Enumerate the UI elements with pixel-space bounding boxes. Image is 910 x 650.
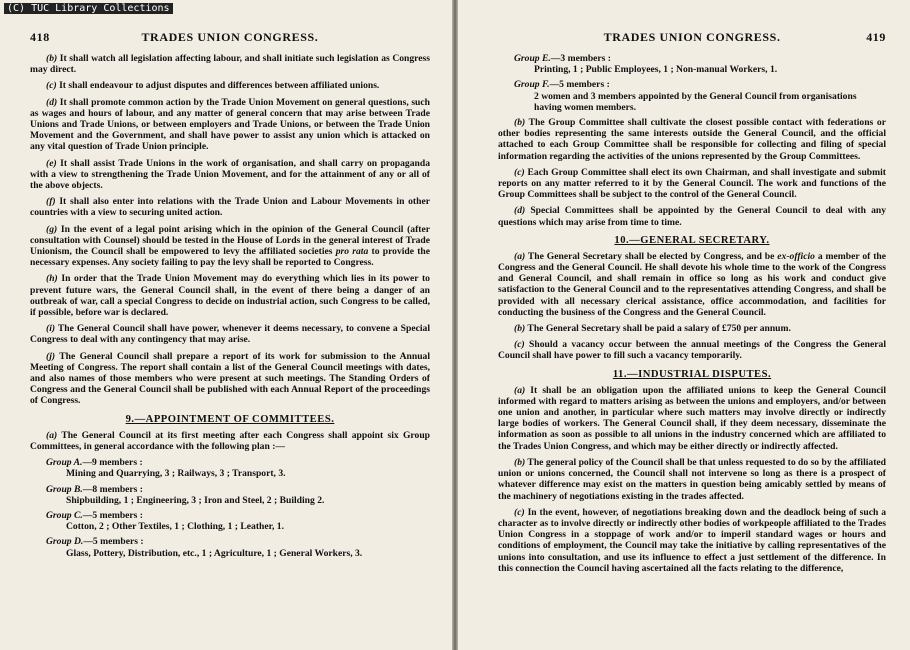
right-running-header bbox=[498, 30, 886, 45]
section-11-clause-b bbox=[498, 457, 886, 502]
clause-italic-term: pro rata bbox=[335, 246, 369, 258]
section-10-heading: 10.—GENERAL SECRETARY. bbox=[614, 234, 770, 246]
group-name: Group D. bbox=[46, 536, 84, 548]
clause-text: The General Secretary shall be paid a salary of £750 per annum. bbox=[527, 323, 791, 335]
clause-text: The General Secretary shall be elected by Congress, and be bbox=[527, 250, 775, 262]
clause-text: It shall assist Trade Unions in the work of organisation, and shall carry on propaganda with a view to strengthening the Trade Union Movement, and for the attainment of any or all of the above objects. bbox=[30, 157, 430, 192]
clause-d bbox=[30, 97, 430, 153]
clause-text: Special Committees shall be appointed by the General Council to deal with any questions which may arise from time to time. bbox=[498, 205, 886, 228]
group-name: Group B. bbox=[46, 483, 83, 495]
clause-label: (a) bbox=[46, 429, 58, 441]
clause-text: It shall watch all legislation affecting labour, and shall initiate such legislation as Congress may direct. bbox=[30, 53, 430, 76]
clause-label: (b) bbox=[514, 456, 526, 468]
group-count: —5 members : bbox=[83, 536, 144, 548]
left-page bbox=[0, 0, 452, 650]
group-name: Group F. bbox=[514, 79, 550, 91]
group-members: Mining and Quarrying, 3 ; Railways, 3 ; Transport, 3. bbox=[66, 468, 286, 480]
right-page-number: 419 bbox=[866, 30, 886, 44]
clause-label: (b) bbox=[46, 53, 58, 64]
clause-label: (h) bbox=[46, 273, 58, 285]
group-f bbox=[498, 79, 886, 113]
right-running-head: TRADES UNION CONGRESS. bbox=[603, 30, 781, 44]
clause-label: (d) bbox=[514, 205, 526, 217]
clause-text: Should a vacancy occur between the annual meetings of the Congress the General Council shall have power to fill such a vacancy temporarily. bbox=[498, 339, 886, 362]
group-count: —8 members : bbox=[82, 483, 144, 495]
watermark-label: (C) TUC Library Collections bbox=[4, 3, 173, 14]
section-11-clause-a bbox=[498, 385, 886, 452]
clause-label: (g) bbox=[46, 223, 58, 235]
section-11-clause-c bbox=[498, 507, 886, 574]
clause-i bbox=[30, 323, 430, 345]
clause-g bbox=[30, 224, 430, 269]
group-members: Cotton, 2 ; Other Textiles, 1 ; Clothing, 1 ; Leather, 1. bbox=[66, 521, 284, 533]
group-members: Glass, Pottery, Distribution, etc., 1 ; Agriculture, 1 ; General Workers, 3. bbox=[66, 547, 363, 559]
section-10-clause-b bbox=[498, 323, 886, 334]
clause-text: In order that the Trade Union Movement may do everything which lies in its power to prevent future wars, the General Council shall, in the event of there being a danger of an outbreak of war, call a special Congress to decide on industrial action, such Congress to be called, if possible, before war is declared. bbox=[30, 273, 430, 319]
clause-c bbox=[30, 80, 430, 91]
clause-label: (a) bbox=[514, 384, 526, 396]
group-count: —5 members : bbox=[549, 79, 610, 91]
clause-e bbox=[30, 158, 430, 192]
clause-text: The general policy of the Council shall be that unless requested to do so by the affiliated union or unions concerned, the Council shall not intervene so long as there is a prospect of whatever difference may exist on the matters in question being amicably settled by means of the machinery of negotiations existing in the trades affected. bbox=[498, 456, 886, 502]
clause-text: The General Council shall prepare a report of its work for submission to the Annual Meeting of Congress. The report shall contain a list of the General Council meetings with dates, and also names of those members who were present at such meetings. The Standing Orders of Congress and the General Council shall be published with each Annual Report of the proceedings of Congress. bbox=[30, 350, 430, 407]
section-9-clause-c bbox=[498, 167, 886, 201]
section-11-heading: 11.—INDUSTRIAL DISPUTES. bbox=[612, 368, 772, 380]
clause-text: The Group Committee shall cultivate the closest possible contact with federations or other bodies representing the same interests outside the General Council, and the official attached to each Group Committee shall be responsible for collecting and filing of special information regarding the activities of the unions represented by the Group Committees. bbox=[498, 117, 886, 162]
group-name: Group C. bbox=[46, 509, 83, 521]
clause-label: (c) bbox=[514, 339, 525, 351]
clause-text: The General Council at its first meeting after each Congress shall appoint six Group Committees, in general accordance with the following plan :— bbox=[30, 429, 430, 452]
group-d bbox=[30, 536, 430, 558]
clause-text: a member of the Congress and the General Council. He shall devote his whole time to the work of the Congress and General Council, and shall remain in office so long as his work and conduct give satisfaction to the General Council and to the representatives attending Congress, and shall be provided with all necessary clerical assistance, office accommodation, and facilities for conducting the business of the Congress and the General Council. bbox=[498, 250, 886, 318]
clause-label: (c) bbox=[514, 166, 525, 178]
group-e bbox=[498, 53, 886, 75]
clause-b bbox=[30, 53, 430, 75]
clause-f bbox=[30, 196, 430, 218]
clause-text: The General Council shall have power, whenever it deems necessary, to convene a Special Congress to deal with any contingency that may arise. bbox=[30, 323, 430, 346]
group-count: —5 members : bbox=[82, 509, 144, 521]
group-count: —3 members : bbox=[550, 53, 612, 64]
group-a bbox=[30, 457, 430, 479]
clause-label: (b) bbox=[514, 117, 526, 129]
clause-label: (a) bbox=[514, 250, 526, 262]
clause-label: (f) bbox=[46, 196, 56, 208]
clause-text: It shall promote common action by the Trade Union Movement on general questions, such as wages and hours of labour, and any matter of general concern that may arise between Trade Unions and Trade Unions, or between employers and Trade Unions, or between the Trade Union Movement and the Government, and shall have power to assist any union which is attacked on any vital question of Trade Union principle. bbox=[30, 96, 430, 153]
group-count: —9 members : bbox=[82, 457, 143, 469]
group-members: 2 women and 3 members appointed by the General Council from organisations having women members. bbox=[534, 90, 857, 113]
section-9-clause-b bbox=[498, 117, 886, 162]
clause-text: It shall be an obligation upon the affiliated unions to keep the General Council informed with regard to matters arising as between the unions and employers, and/or between one union and another, in particular where such matters may involve directly or indirectly large bodies of workers. The General Council shall, if they deem necessary, disseminate the information as soon as possible to all unions in the industry concerned which are affiliated to the Trades Union Congress, and which may be either directly or indirectly affected. bbox=[498, 384, 886, 452]
section-9-heading: 9.—APPOINTMENT OF COMMITTEES. bbox=[125, 413, 335, 425]
clause-text: to provide the necessary expenses. Any society failing to pay the levy shall be reported to Congress. bbox=[30, 246, 431, 269]
group-members: Shipbuilding, 1 ; Engineering, 3 ; Iron and Steel, 2 ; Building 2. bbox=[66, 494, 325, 506]
left-running-head: TRADES UNION CONGRESS. bbox=[141, 30, 319, 44]
clause-text: It shall also enter into relations with the Trade Union and Labour Movements in other countries with a view to securing united action. bbox=[30, 196, 430, 219]
clause-label: (i) bbox=[46, 323, 56, 335]
group-name: Group E. bbox=[514, 53, 551, 64]
clause-text: It shall endeavour to adjust disputes and differences between affiliated unions. bbox=[59, 80, 380, 92]
group-members: Printing, 1 ; Public Employees, 1 ; Non-manual Workers, 1. bbox=[534, 64, 778, 76]
group-name: Group A. bbox=[46, 457, 83, 469]
clause-label: (e) bbox=[46, 157, 57, 169]
clause-label: (d) bbox=[46, 96, 58, 108]
left-page-number: 418 bbox=[30, 30, 50, 44]
section-10-clause-a bbox=[498, 251, 886, 318]
clause-text: Each Group Committee shall elect its own Chairman, and shall investigate and submit reports on any matter referred to it by the General Council. The work and functions of the Group Committees shall be subject to the control of the General Council. bbox=[498, 166, 886, 201]
clause-label: (c) bbox=[514, 506, 525, 518]
clause-label: (b) bbox=[514, 323, 526, 335]
clause-h bbox=[30, 273, 430, 318]
clause-label: (j) bbox=[46, 350, 56, 362]
section-10-clause-c bbox=[498, 339, 886, 361]
clause-italic-term: ex-officio bbox=[777, 250, 815, 262]
clause-j bbox=[30, 351, 430, 407]
right-page bbox=[458, 0, 910, 650]
clause-label: (c) bbox=[46, 80, 57, 92]
section-9-clause-d bbox=[498, 205, 886, 227]
left-running-header bbox=[30, 30, 430, 45]
group-c bbox=[30, 510, 430, 532]
clause-text: In the event, however, of negotiations breaking down and the deadlock being of such a character as to involve directly or indirectly other bodies of workpeople affiliated to the Trades Union Congress in a stoppage of work and/or to imperil standard wages or hours and conditions of employment, the Council may take the initiative by calling representatives of the unions into consultation, and use its influence to effect a just settlement of the difference. In this connection the Council having ascertained all the facts relating to the difference, bbox=[498, 506, 887, 574]
clause-text: In the event of a legal point arising which in the opinion of the General Council (after consultation with Counsel) should be tested in the House of Lords in the general interest of Trade Unionism, the Council shall be empowered to levy the affiliated societies bbox=[30, 223, 430, 258]
section-9-clause-a bbox=[30, 430, 430, 452]
group-b bbox=[30, 484, 430, 506]
